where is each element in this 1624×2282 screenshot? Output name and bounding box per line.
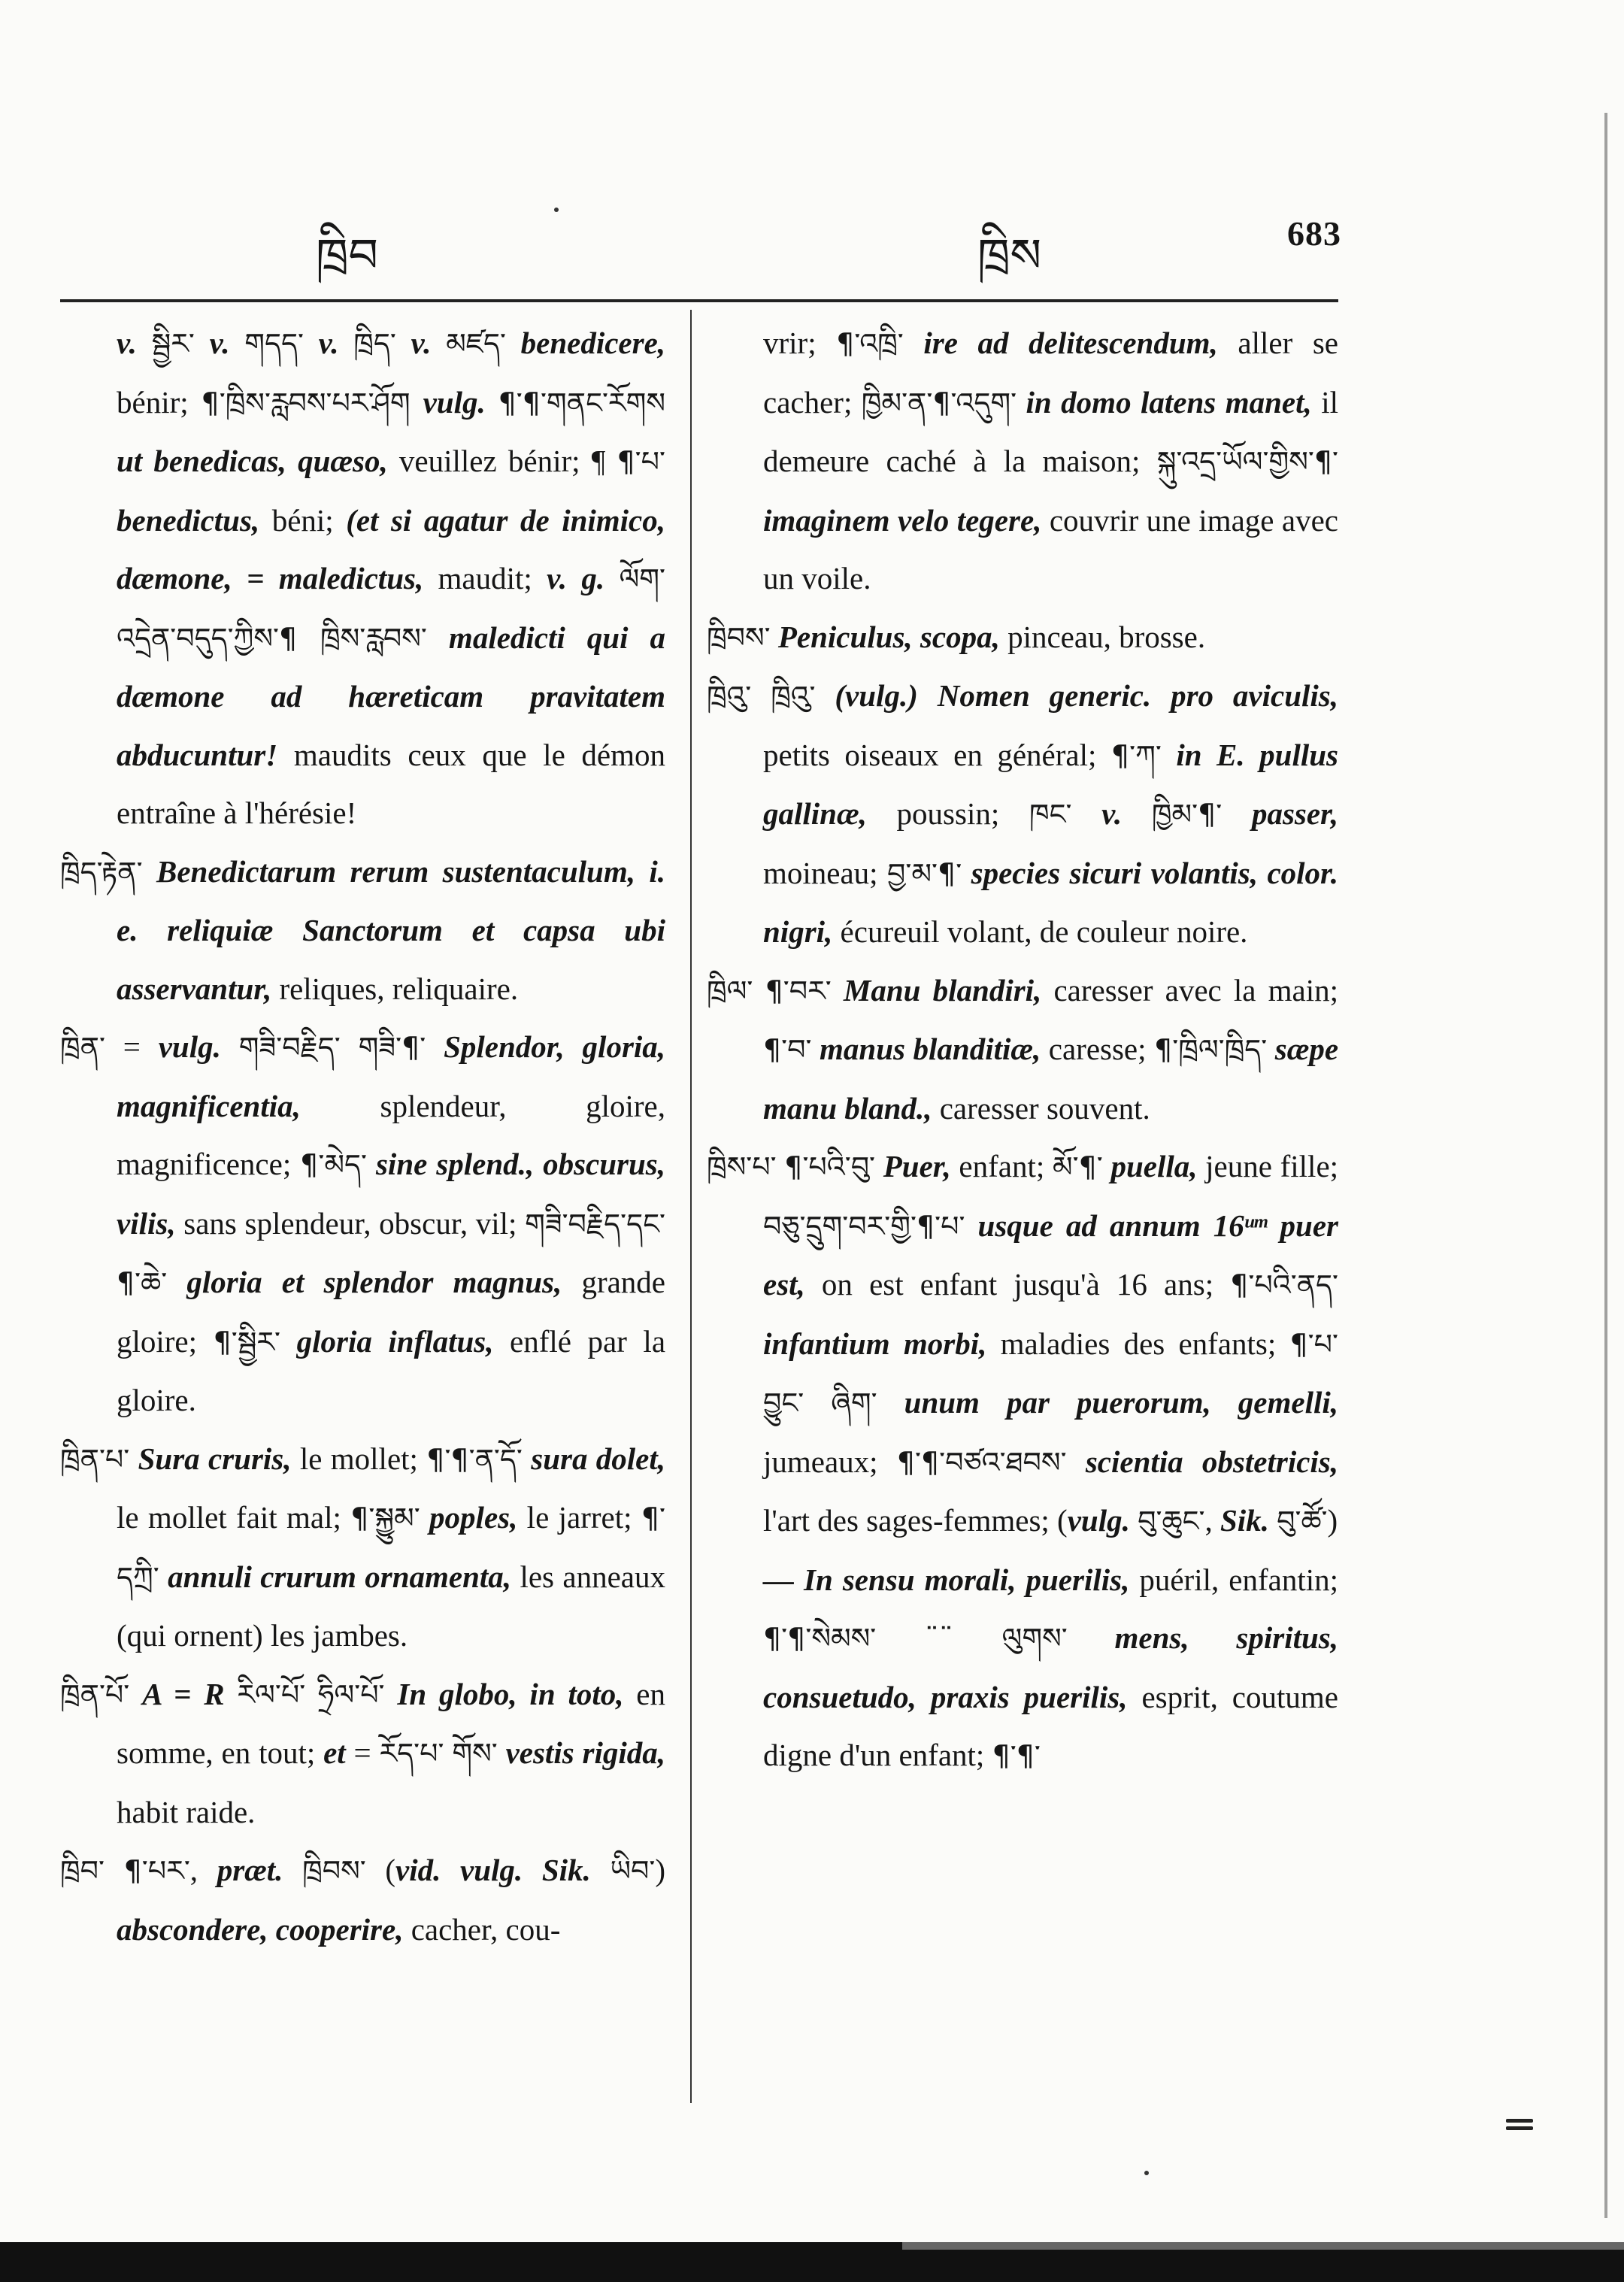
french-gloss <box>1122 796 1152 831</box>
latin-gloss: præt. <box>217 1853 283 1887</box>
french-gloss <box>129 1677 142 1711</box>
tibetan-term: ཁང་ <box>1029 798 1072 831</box>
tibetan-term: ¶་ཁྲིལ་ཁྲིད་ <box>1154 1033 1268 1066</box>
tibetan-term: ཁྲིན་པ་ <box>60 1442 130 1476</box>
french-gloss <box>283 1853 302 1887</box>
latin-gloss: passer, <box>1251 796 1338 831</box>
tibetan-term: སྦྱིར་ <box>151 327 195 360</box>
tibetan-term: ¶་པའི་ནད་ <box>1230 1268 1338 1302</box>
latin-gloss: manus blanditiæ, <box>820 1032 1041 1066</box>
scan-bottom-band <box>0 2242 1624 2282</box>
french-gloss <box>426 1029 444 1064</box>
latin-gloss: Manu blandiri, <box>843 972 1042 1008</box>
french-gloss <box>1222 796 1252 831</box>
french-gloss: esprit, coutume digne d'un enfant; <box>763 1679 1338 1772</box>
french-gloss: le mollet; <box>291 1441 427 1476</box>
latin-gloss: A = R <box>142 1676 225 1711</box>
tibetan-term: ¶་ཁྲིས་རླབས་པར་ཤོག <box>201 386 411 420</box>
french-gloss <box>339 326 354 360</box>
tibetan-term: རོད་པ་ <box>379 1737 444 1770</box>
french-gloss: le jarret; <box>517 1500 641 1535</box>
french-gloss <box>1067 1444 1086 1479</box>
french-gloss: maladies des enfants; <box>986 1326 1290 1361</box>
tibetan-term: ཞིག་ <box>831 1386 877 1420</box>
tibetan-term: ¶་སྐྱུམ་ <box>350 1502 420 1535</box>
french-gloss <box>604 561 619 596</box>
latin-gloss: Peniculus, scopa, <box>777 619 1000 654</box>
french-gloss: enfant; <box>950 1149 1053 1183</box>
latin-gloss: vestis rigida, <box>505 1735 665 1770</box>
french-gloss: ) <box>655 1853 666 1887</box>
dictionary-entry <box>60 843 665 1019</box>
tibetan-term: ¶་དཀྲི་ <box>117 1502 666 1594</box>
latin-gloss: sura dolet, <box>531 1441 666 1476</box>
tibetan-term: ¶་¶་ན་དོ་ <box>426 1442 523 1476</box>
french-gloss <box>305 1677 318 1711</box>
dictionary-entry <box>707 1138 1338 1551</box>
tibetan-term: མཛད་ <box>446 327 506 360</box>
french-gloss: pinceau, brosse. <box>999 619 1206 654</box>
french-gloss <box>506 326 521 360</box>
ink-speck <box>1144 2171 1149 2175</box>
latin-gloss: vid. vulg. Sik. <box>395 1853 591 1887</box>
tibetan-term: ¶་པའི་བུ་ <box>784 1150 876 1183</box>
french-gloss <box>225 1677 238 1711</box>
french-gloss: , <box>189 1853 217 1887</box>
french-gloss: vrir; <box>763 326 837 360</box>
latin-gloss: Benedictarum rerum sustentaculum, i. e. reliquiæ Sanctorum et capsa ubi asservantur, <box>117 853 666 1006</box>
sub-entry <box>707 1551 1338 1786</box>
french-gloss <box>771 620 778 654</box>
french-gloss <box>427 620 449 655</box>
french-gloss: jumeaux; <box>763 1444 897 1479</box>
french-gloss <box>498 1735 506 1770</box>
french-gloss: petits oiseaux en général; <box>763 737 1111 772</box>
tibetan-term: ཁྲིའུ་ <box>771 680 816 713</box>
french-gloss: on est enfant jusqu'à 16 ans; <box>804 1267 1231 1302</box>
latin-gloss: vulg. <box>1067 1503 1130 1538</box>
french-gloss <box>137 326 152 360</box>
tibetan-term: ཁྲིལ་ <box>707 974 753 1008</box>
latin-gloss: sine splend., obscurus, vilis, <box>117 1147 665 1241</box>
french-gloss <box>230 326 245 360</box>
latin-gloss: imaginem velo tegere, <box>763 502 1042 538</box>
french-gloss <box>411 385 423 420</box>
french-gloss: puéril, enfantin; <box>1129 1562 1339 1597</box>
latin-gloss: Splendor, gloria, magnificentia, <box>117 1029 666 1123</box>
french-gloss <box>195 326 210 360</box>
french-gloss: habit raide. <box>117 1794 256 1829</box>
french-gloss: caresser souvent. <box>932 1090 1150 1126</box>
french-gloss <box>221 1029 239 1064</box>
french-gloss <box>1017 385 1026 420</box>
tibetan-term: བྱ་མ་¶་ <box>887 856 962 890</box>
french-gloss <box>1269 1503 1277 1538</box>
header-left-guideword: ཁྲིབ <box>316 228 379 283</box>
french-gloss <box>420 1500 429 1535</box>
french-gloss <box>304 326 319 360</box>
latin-gloss: sæpe manu bland., <box>763 1032 1339 1126</box>
latin-gloss: unum par puerorum, gemelli, <box>904 1385 1338 1420</box>
french-gloss <box>431 326 446 360</box>
printer-mark <box>1506 2119 1533 2131</box>
french-gloss: ( <box>365 1853 396 1887</box>
latin-gloss: puella, <box>1110 1149 1198 1183</box>
tibetan-term: མོ་¶་ <box>1052 1150 1103 1183</box>
tibetan-term: ¶་¶་སེམས་ ¨¨ ལུགས་ <box>763 1622 1068 1655</box>
tibetan-term: ¶་¶་གནང་རོགས <box>498 386 666 420</box>
latin-gloss: scientia obstetricis, <box>1085 1444 1339 1479</box>
tibetan-term: ¶་ཀ་ <box>1110 738 1162 772</box>
latin-gloss: infantium morbi, <box>763 1326 987 1361</box>
entry-continuation <box>60 314 665 843</box>
header-rule <box>60 299 1338 302</box>
tibetan-term: ¶་¶་བཙའ་ཐབས་ <box>896 1445 1067 1479</box>
tibetan-term: བུ་ཚོ་ <box>1277 1505 1328 1538</box>
latin-gloss: ut benedicas, quæso, <box>117 444 388 478</box>
french-gloss <box>1103 1149 1111 1183</box>
latin-gloss: v. <box>117 326 137 360</box>
french-gloss: caresser avec la main; <box>1041 972 1338 1008</box>
latin-gloss: et <box>323 1735 346 1770</box>
latin-gloss: v. <box>209 326 230 360</box>
french-gloss <box>751 678 771 713</box>
tibetan-term: ཁྱིམ་¶་ <box>1151 798 1223 831</box>
french-gloss <box>812 1032 820 1066</box>
french-gloss <box>591 1853 611 1887</box>
latin-gloss: in E. pullus gallinæ, <box>763 737 1339 831</box>
page-header <box>0 203 1624 286</box>
tibetan-term: གཟི་¶་ <box>358 1031 426 1064</box>
french-gloss <box>815 678 835 713</box>
french-gloss: sans splendeur, obscur, vil; <box>175 1205 526 1241</box>
french-gloss: = <box>105 1029 159 1064</box>
tibetan-term: ཁྲིད་རྟེན་ <box>60 855 143 889</box>
french-gloss: l'art des sages-femmes; ( <box>763 1503 1068 1538</box>
tibetan-term: ཁྲིན་པོ་ <box>60 1677 130 1711</box>
french-gloss <box>753 973 765 1008</box>
latin-gloss: species sicuri volantis, color. nigri, <box>763 855 1338 949</box>
latin-gloss: benedicere, <box>520 326 666 360</box>
french-gloss: couvrir une image avec un voile. <box>763 502 1338 596</box>
page-edge-shadow <box>1604 113 1607 2218</box>
tibetan-term: ¶་པར་ <box>123 1854 190 1887</box>
tibetan-term: གདད་ <box>244 327 304 360</box>
latin-gloss: v. <box>411 326 432 360</box>
latin-gloss: annuli crurum ornamenta, <box>168 1559 512 1594</box>
latin-gloss: vulg. <box>158 1029 221 1064</box>
french-gloss <box>804 1385 831 1420</box>
latin-gloss: (vulg.) Nomen generic. pro aviculis, <box>835 678 1339 713</box>
french-gloss <box>159 1559 168 1594</box>
latin-gloss: v. <box>1101 796 1123 831</box>
latin-gloss: maledicti qui a dæmone ad hæreticam pravitatem abducuntur! <box>117 620 666 772</box>
french-gloss <box>280 1324 297 1359</box>
latin-gloss: Sik. <box>1220 1503 1269 1538</box>
latin-gloss: Puer, <box>883 1149 951 1183</box>
tibetan-term: རིལ་པོ་ <box>237 1677 306 1711</box>
french-gloss: splendeur, gloire, magnificence; <box>117 1088 665 1181</box>
latin-gloss: Sura cruris, <box>138 1441 292 1476</box>
latin-gloss: — In sensu morali, puerilis, <box>763 1562 1130 1597</box>
french-gloss <box>965 1208 977 1243</box>
french-gloss: enflé par la gloire. <box>117 1323 666 1417</box>
french-gloss: maudit; <box>423 561 547 596</box>
french-gloss: poussin; <box>866 796 1029 831</box>
tibetan-term: ཧྲིལ་པོ་ <box>318 1677 385 1711</box>
french-gloss <box>167 1265 186 1299</box>
french-gloss: les anneaux (qui ornent) les jambes. <box>117 1559 665 1653</box>
latin-gloss: mens, spiritus, consuetudo, praxis puerilis, <box>763 1620 1338 1714</box>
tibetan-term: ¶་བར་ <box>765 974 832 1008</box>
french-gloss <box>1071 796 1101 831</box>
latin-gloss: (et si agatur de inimico, dæmone, = maledictus, <box>117 502 666 596</box>
dictionary-entry <box>60 1665 665 1842</box>
french-gloss <box>1130 1503 1138 1538</box>
french-gloss <box>523 1441 531 1476</box>
latin-gloss: poples, <box>429 1500 518 1535</box>
dictionary-entry <box>60 1841 665 1959</box>
french-gloss: veuillez bénir; ¶ <box>387 444 617 478</box>
tibetan-term: ཁྲིས་པ་ <box>707 1150 777 1183</box>
tibetan-term: ¶་འཁྲི་ <box>836 327 904 360</box>
tibetan-term: གོས་ <box>452 1737 498 1770</box>
french-gloss <box>143 854 156 889</box>
latin-gloss: ire ad delitescendum, <box>923 326 1218 360</box>
french-gloss: = <box>345 1735 380 1770</box>
french-gloss: aller se cacher; <box>763 326 1338 420</box>
tibetan-term: སྐུ་འདྲ་ཡོལ་གྱིས་¶་ <box>1156 445 1338 478</box>
french-gloss <box>875 1149 883 1183</box>
tibetan-term: ཁྲིབ་ <box>60 1854 105 1887</box>
dictionary-entry <box>707 962 1338 1138</box>
french-gloss: jeune fille; <box>1197 1149 1339 1183</box>
left-column <box>60 314 665 1959</box>
latin-gloss: v. g. <box>547 561 605 596</box>
dictionary-entry <box>707 667 1338 962</box>
latin-gloss: vulg. <box>423 384 486 420</box>
tibetan-term: གཟི་བརྗིད་དང་¶་ཆེ་ <box>117 1207 665 1299</box>
page-number: 683 <box>1287 214 1341 253</box>
latin-gloss: v. <box>318 326 339 360</box>
french-gloss <box>385 1677 398 1711</box>
latin-gloss: In globo, in toto, <box>397 1676 624 1711</box>
french-gloss <box>486 385 498 420</box>
french-gloss: béni; <box>259 502 347 538</box>
tibetan-term: ¶་པ་བྱུང་ <box>763 1327 1338 1420</box>
french-gloss <box>129 1441 138 1476</box>
french-gloss: maudits ceux que le démon entraîne à l'hérésie! <box>117 737 665 830</box>
latin-gloss: gloria inflatus, <box>296 1323 494 1359</box>
ink-speck <box>554 208 559 212</box>
dictionary-entry <box>60 1430 665 1665</box>
french-gloss <box>777 1149 785 1183</box>
french-gloss: cacher, cou- <box>403 1911 561 1947</box>
tibetan-term: བཅུ་དྲུག་བར་གྱི་¶་པ་ <box>763 1209 965 1243</box>
tibetan-term: ཁྲིབས་ <box>707 620 771 654</box>
french-gloss <box>904 326 924 360</box>
french-gloss: en somme, en tout; <box>117 1676 666 1770</box>
tibetan-term: ཁྲིའུ་ <box>707 680 752 713</box>
french-gloss: reliques, reliquaire. <box>271 971 519 1006</box>
french-gloss: grande gloire; <box>117 1265 665 1359</box>
column-divider <box>690 310 692 2103</box>
tibetan-term: ¶་མེད་ <box>300 1148 367 1181</box>
latin-gloss: usque ad annum 16ᵘᵐ puer est, <box>763 1208 1339 1302</box>
french-gloss: moineau; <box>763 855 888 890</box>
right-column <box>707 314 1338 1786</box>
entry-continuation <box>707 314 1338 608</box>
tibetan-term: ཁྱིམ་ན་¶་འདུག་ <box>861 386 1017 420</box>
dictionary-entry <box>707 608 1338 668</box>
tibetan-term: ཁྲིབས་ <box>302 1854 366 1887</box>
french-gloss: écureuil volant, de couleur noire. <box>832 914 1248 949</box>
french-gloss: ) <box>1327 1503 1338 1538</box>
tibetan-term: གཟི་བརྗིད་ <box>238 1031 341 1064</box>
french-gloss <box>367 1147 376 1181</box>
tibetan-term: ¶་པ་ <box>617 445 665 478</box>
french-gloss <box>396 326 411 360</box>
french-gloss: il demeure caché à la maison; <box>763 384 1338 478</box>
french-gloss: caresse; <box>1041 1032 1155 1066</box>
french-gloss <box>1267 1032 1275 1066</box>
french-gloss: , <box>1204 1503 1220 1538</box>
tibetan-term: ལོག་འདྲེན་བདུད་ཀྱིས་¶ ཁྲིས་རླབས་ <box>117 562 666 655</box>
french-gloss <box>105 1853 124 1887</box>
french-gloss <box>962 856 971 890</box>
tibetan-term: ཡིབ་ <box>610 1854 656 1887</box>
french-gloss: bénir; <box>117 384 201 420</box>
header-right-guideword: ཁྲིས <box>977 228 1042 283</box>
french-gloss <box>444 1735 453 1770</box>
tibetan-term: ཁྲིན་ <box>60 1031 105 1064</box>
tibetan-term: ¶་སྦྱིར་ <box>213 1325 281 1359</box>
french-gloss <box>832 973 844 1008</box>
latin-gloss: gloria et splendor magnus, <box>186 1265 562 1299</box>
french-gloss <box>877 1385 904 1420</box>
french-gloss: le mollet fait mal; <box>117 1500 351 1535</box>
french-gloss <box>1162 738 1177 772</box>
french-gloss <box>341 1029 359 1064</box>
french-gloss <box>1068 1620 1115 1655</box>
tibetan-term: ¶་¶་ <box>992 1739 1041 1772</box>
latin-gloss: benedictus, <box>117 502 260 538</box>
tibetan-term: ཁྲིད་ <box>353 327 396 360</box>
tibetan-term: ¶་བ་ <box>763 1033 812 1066</box>
latin-gloss: abscondere, cooperire, <box>117 1911 404 1947</box>
dictionary-entry <box>60 1018 665 1430</box>
tibetan-term: བུ་ཆུང་ <box>1138 1505 1205 1538</box>
latin-gloss: in domo latens manet, <box>1026 384 1312 420</box>
